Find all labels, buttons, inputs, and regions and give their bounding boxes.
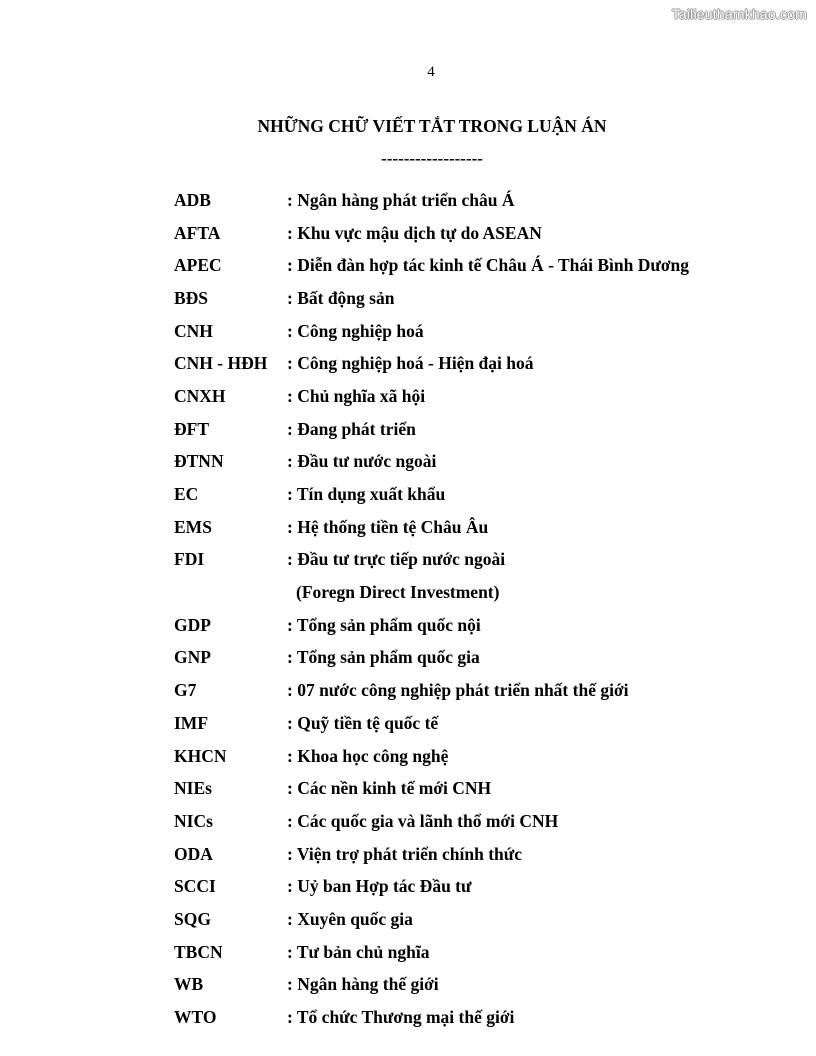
abbreviation-row (174, 446, 794, 479)
abbreviation-row (174, 315, 794, 348)
abbreviation-definition: : Khoa học công nghệ (287, 745, 449, 766)
abbreviation-term: GNP (174, 647, 211, 668)
abbreviation-row (174, 870, 794, 903)
abbreviation-definition: : Tư bản chủ nghĩa (287, 941, 430, 962)
abbreviation-term: SCCI (174, 876, 216, 897)
abbreviation-term: CNXH (174, 385, 226, 406)
abbreviation-term: ODA (174, 843, 213, 864)
abbreviation-row (174, 969, 794, 1002)
abbreviation-definition: : Công nghiệp hoá (287, 320, 424, 341)
abbreviation-term: APEC (174, 255, 222, 276)
abbreviation-row (174, 740, 794, 773)
abbreviation-term: CNH - HĐH (174, 353, 268, 374)
abbreviation-row (174, 478, 794, 511)
abbreviation-term: CNH (174, 320, 213, 341)
abbreviation-definition: : Quỹ tiền tệ quốc tế (287, 712, 439, 733)
abbreviation-row (174, 249, 794, 282)
abbreviation-definition: : Tổng sản phẩm quốc gia (287, 647, 480, 668)
abbreviation-row (174, 838, 794, 871)
abbreviation-list (174, 184, 794, 1034)
abbreviation-definition: (Foregn Direct Investment) (296, 582, 500, 603)
abbreviation-definition: : Hệ thống tiền tệ Châu Âu (287, 516, 489, 537)
abbreviation-definition: : Xuyên quốc gia (287, 908, 413, 929)
abbreviation-definition: : Tổng sản phẩm quốc nội (287, 614, 481, 635)
abbreviation-definition: : Chủ nghĩa xã hội (287, 385, 426, 406)
abbreviation-term: G7 (174, 680, 197, 701)
abbreviation-row (174, 805, 794, 838)
abbreviation-definition: : Các quốc gia và lãnh thổ mới CNH (287, 810, 559, 831)
abbreviation-definition: : Uỷ ban Hợp tác Đầu tư (287, 876, 472, 897)
abbreviation-definition: : Diễn đàn hợp tác kinh tế Châu Á - Thái Bình Dương (287, 255, 690, 276)
abbreviation-row (174, 347, 794, 380)
abbreviation-row (174, 413, 794, 446)
abbreviation-term: WTO (174, 1007, 217, 1028)
abbreviation-term: SQG (174, 908, 211, 929)
abbreviation-definition: : Bất động sản (287, 287, 395, 308)
abbreviation-term: NIEs (174, 778, 212, 799)
abbreviation-row (174, 282, 794, 315)
abbreviation-row (174, 380, 794, 413)
abbreviation-definition: : Tín dụng xuất khẩu (287, 484, 446, 505)
abbreviation-row (174, 511, 794, 544)
abbreviation-term: BĐS (174, 287, 209, 308)
abbreviation-term: AFTA (174, 222, 221, 243)
abbreviation-definition: : Đầu tư trực tiếp nước ngoài (287, 549, 506, 570)
abbreviation-term: EMS (174, 516, 212, 537)
abbreviation-row-continuation (174, 576, 794, 609)
abbreviation-row (174, 707, 794, 740)
abbreviation-row (174, 544, 794, 577)
abbreviation-term: NICs (174, 810, 213, 831)
abbreviation-term: EC (174, 484, 199, 505)
abbreviation-row (174, 674, 794, 707)
abbreviation-definition: : Tổ chức Thương mại thế giới (287, 1007, 515, 1028)
page-title: NHỮNG CHỮ VIẾT TẮT TRONG LUẬN ÁN (257, 116, 607, 136)
title-separator: ------------------ (381, 149, 483, 168)
abbreviation-row (174, 903, 794, 936)
abbreviation-definition: : Các nền kinh tế mới CNH (287, 778, 492, 799)
page-number: 4 (427, 64, 435, 80)
abbreviation-definition: : 07 nước công nghiệp phát triển nhất thế giới (287, 680, 629, 701)
abbreviation-term: ADB (174, 189, 211, 210)
abbreviation-definition: : Viện trợ phát triển chính thức (287, 843, 523, 864)
abbreviation-term: FDI (174, 549, 205, 570)
abbreviation-term: TBCN (174, 941, 223, 962)
abbreviation-definition: : Đầu tư nước ngoài (287, 451, 437, 472)
abbreviation-row (174, 772, 794, 805)
abbreviation-term: ĐTNN (174, 451, 224, 472)
abbreviation-row (174, 609, 794, 642)
abbreviation-definition: : Ngân hàng thế giới (287, 974, 439, 995)
watermark: Tailieuthamkhao.com (671, 6, 807, 22)
abbreviation-definition: : Công nghiệp hoá - Hiện đại hoá (287, 353, 534, 374)
abbreviation-term: ĐFT (174, 418, 209, 439)
abbreviation-row (174, 642, 794, 675)
abbreviation-term: WB (174, 974, 204, 995)
abbreviation-row (174, 217, 794, 250)
abbreviation-row (174, 1001, 794, 1034)
abbreviation-term: GDP (174, 614, 211, 635)
abbreviation-term: IMF (174, 712, 209, 733)
abbreviation-row (174, 936, 794, 969)
abbreviation-definition: : Đang phát triển (287, 418, 416, 439)
abbreviation-term: KHCN (174, 745, 227, 766)
abbreviation-row (174, 184, 794, 217)
abbreviation-definition: : Khu vực mậu dịch tự do ASEAN (287, 222, 542, 243)
abbreviation-definition: : Ngân hàng phát triển châu Á (287, 189, 515, 210)
